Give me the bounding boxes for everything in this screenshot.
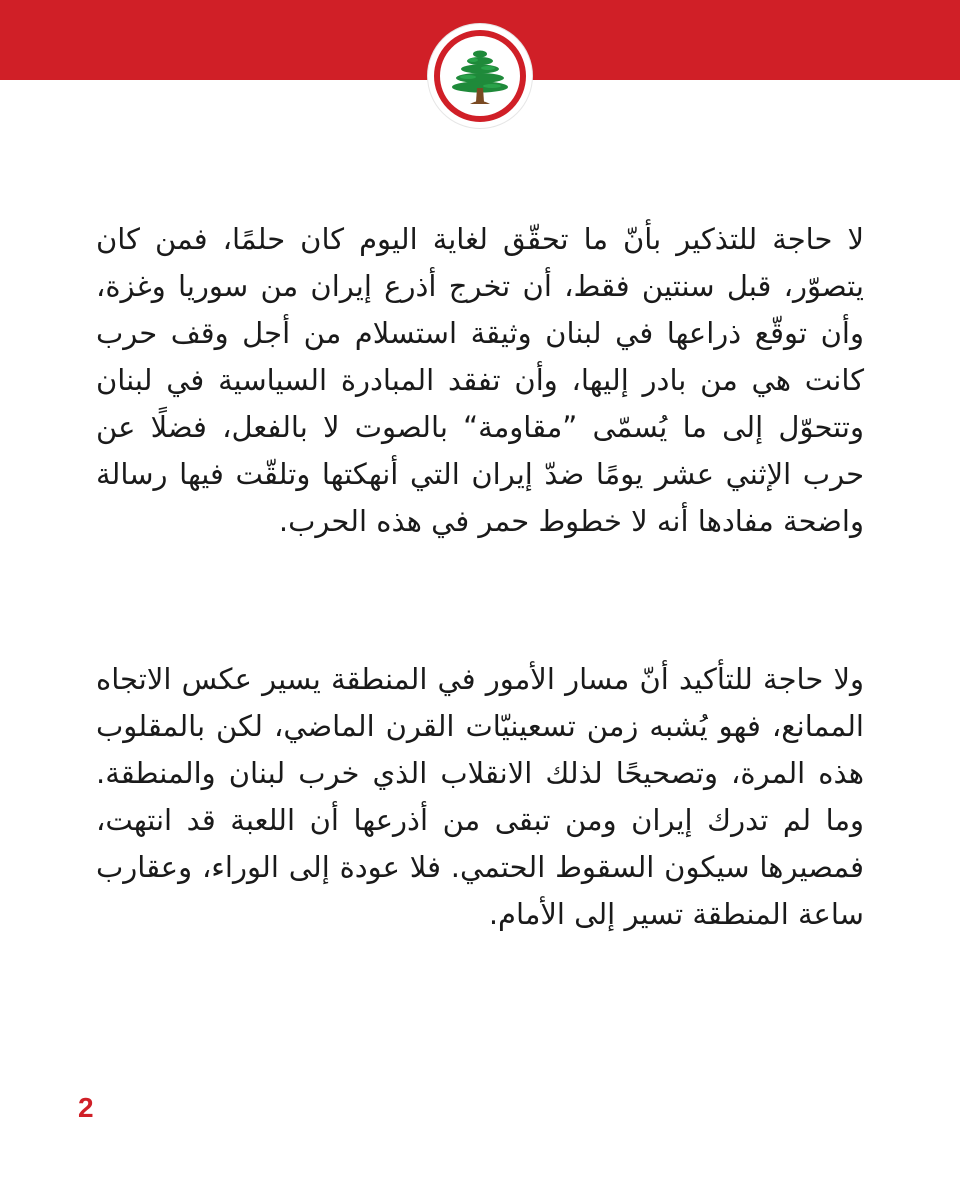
- body-paragraph-1: لا حاجة للتذكير بأنّ ما تحقّق لغاية اليوم كان حلمًا، فمن كان يتصوّر، قبل سنتين فقط، أن تخرج أذرع إيران من سوريا وغزة، وأن توقّع ذراعها في لبنان وثيقة استسلام من أجل وقف حرب كانت هي من بادر إليها، وأن تفقد المبادرة السياسية في لبنان وتتحوّل إلى ما يُسمّى ”مقاومة“ بالصوت لا بالفعل، فضلًا عن حرب الإثني عشر يومًا ضدّ إيران التي أنهكتها وتلقّت فيها رسالة واضحة مفادها أنه لا خطوط حمر في هذه الحرب.: [96, 222, 864, 538]
- logo-ring: [434, 30, 526, 122]
- body-paragraph-2: ولا حاجة للتأكيد أنّ مسار الأمور في المنطقة يسير عكس الاتجاه الممانع، فهو يُشبه زمن تسعينيّات القرن الماضي، لكن بالمقلوب هذه المرة، وتصحيحًا لذلك الانقلاب الذي خرب لبنان والمنطقة. وما لم تدرك إيران ومن تبقى من أذرعها أن اللعبة قد انتهت، فمصيرها سيكون السقوط الحتمي. فلا عودة إلى الوراء، وعقارب ساعة المنطقة تسير إلى الأمام.: [96, 662, 864, 931]
- logo-badge: [428, 24, 532, 128]
- page-number: 2: [78, 1092, 94, 1123]
- cedar-tree-icon: [446, 42, 514, 110]
